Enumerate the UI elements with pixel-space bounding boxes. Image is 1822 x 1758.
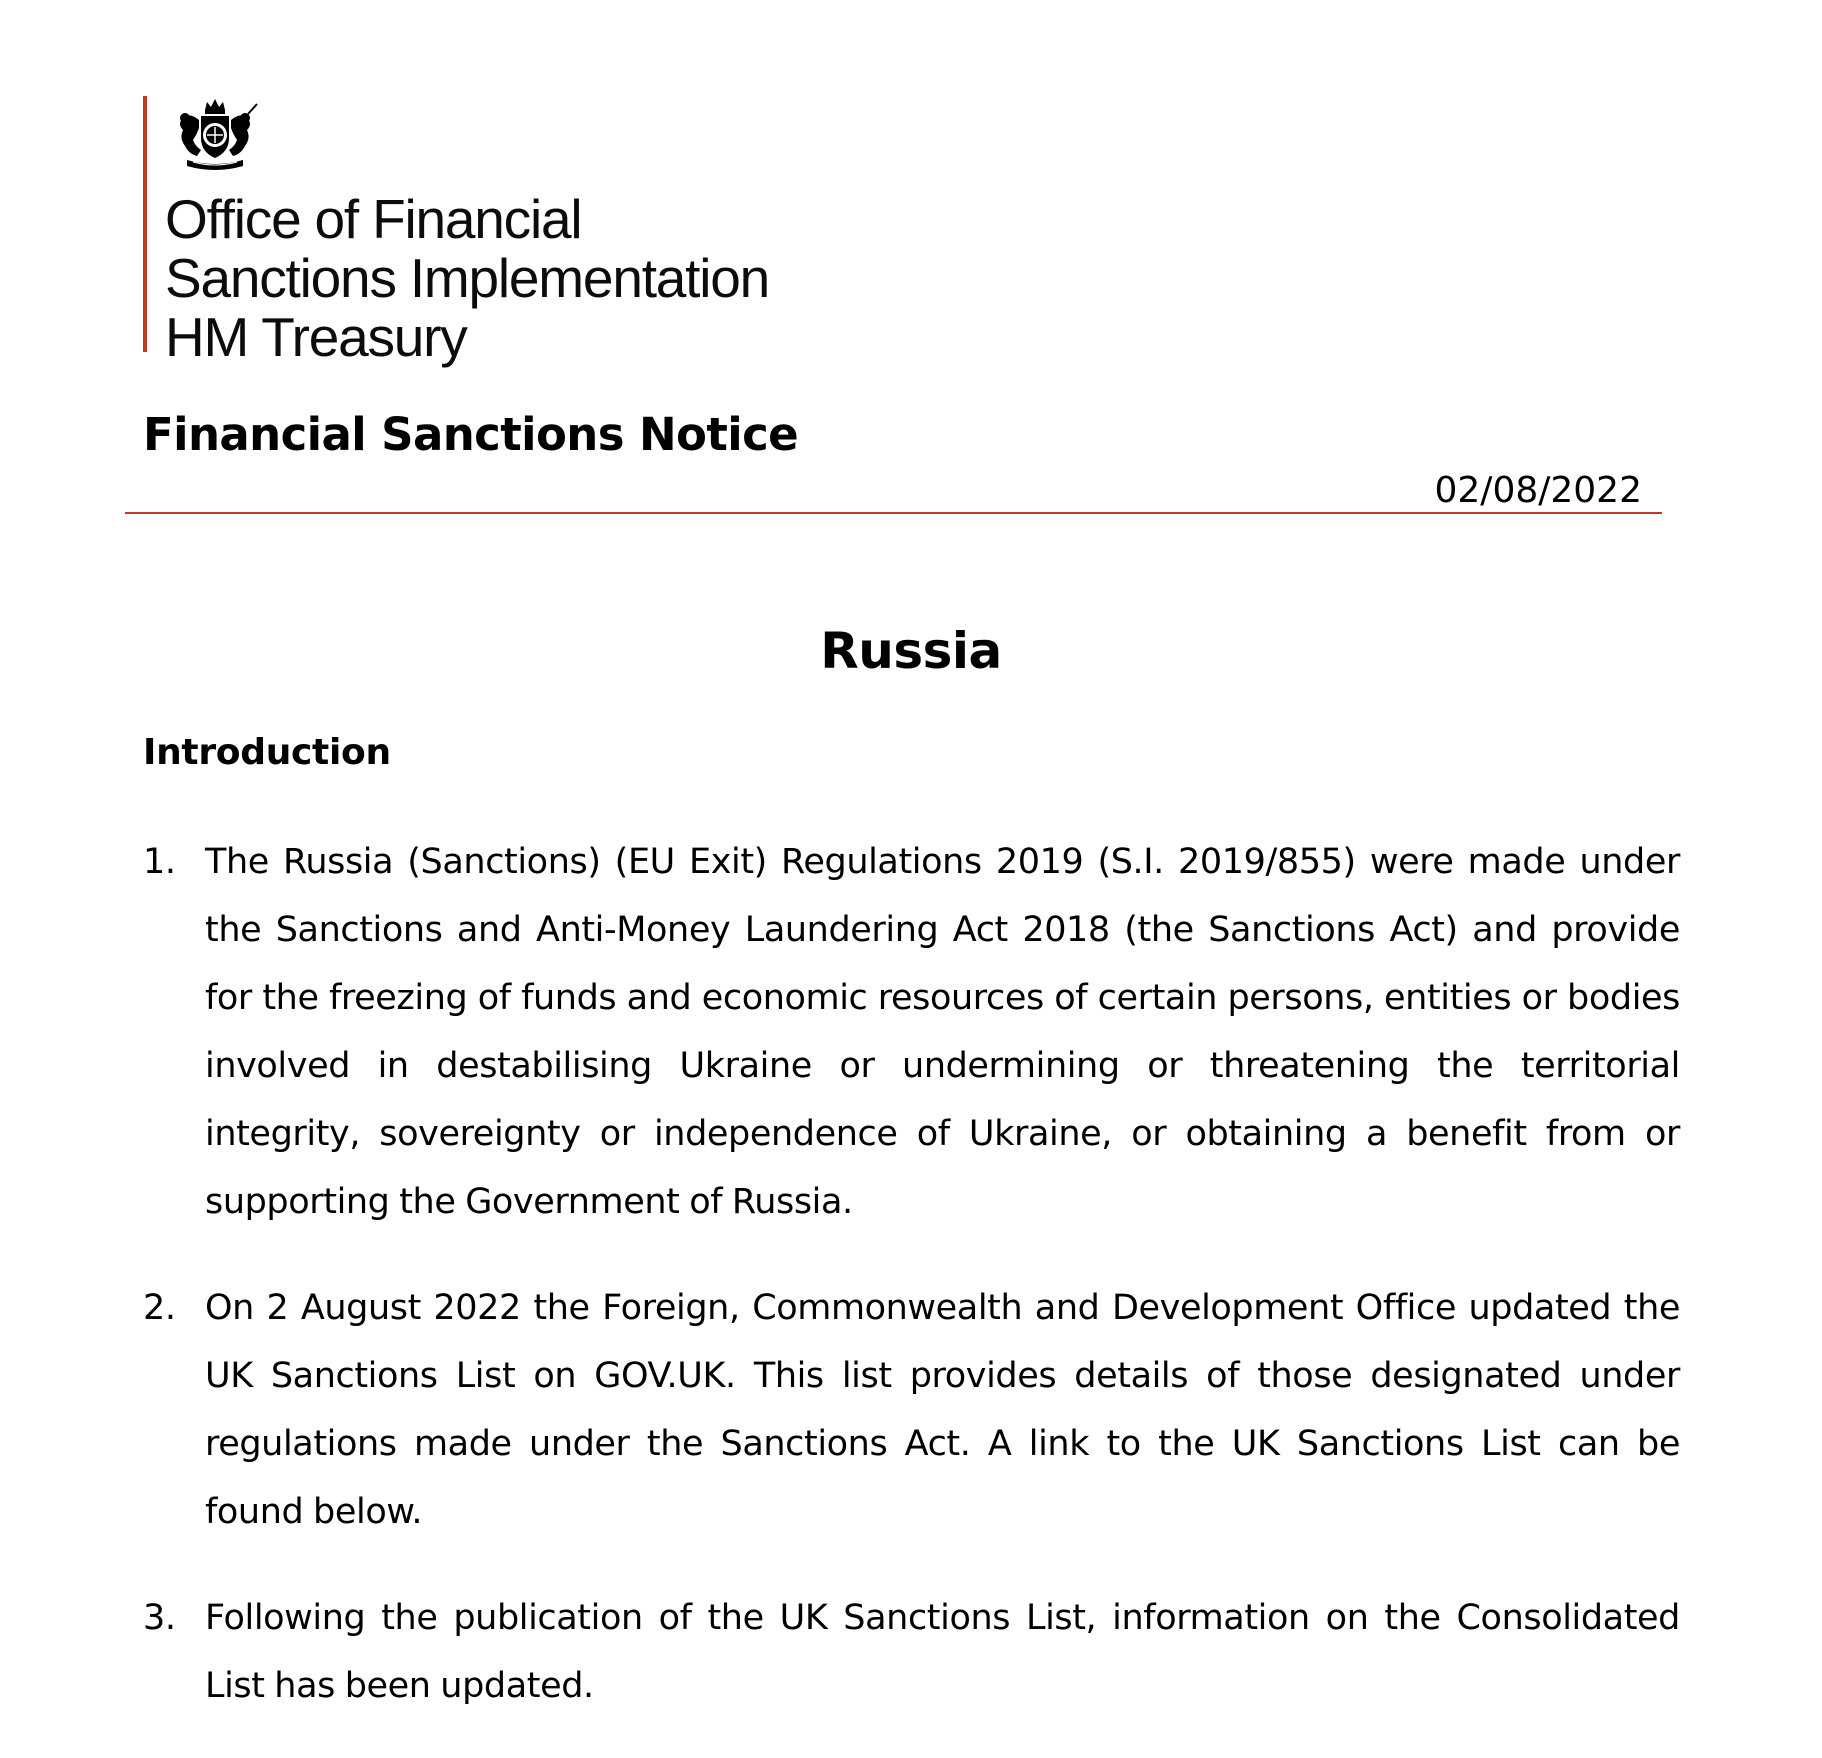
paragraph-number: 1. bbox=[143, 842, 176, 882]
ofsi-logo bbox=[143, 96, 863, 368]
organisation-name bbox=[165, 190, 769, 367]
section-heading: Introduction bbox=[143, 732, 391, 773]
paragraph-number: 3. bbox=[143, 1598, 176, 1638]
paragraph-text: Following the publication of the UK Sanctions List, information on the Consolidated List has been updated. bbox=[205, 1598, 1680, 1706]
royal-coat-of-arms-icon bbox=[165, 96, 265, 172]
header-divider bbox=[125, 512, 1662, 514]
org-name-line-1: Office of Financial bbox=[165, 188, 582, 250]
paragraph-1 bbox=[143, 828, 1680, 1236]
numbered-paragraphs bbox=[143, 828, 1680, 1758]
paragraph-text: On 2 August 2022 the Foreign, Commonwealth and Development Office updated the UK Sanctions List on GOV.UK. This list provides details of those designated under regulations made under the Sanctions Act. A link to the UK Sanctions List can be found below. bbox=[205, 1288, 1680, 1532]
org-name-line-2: Sanctions Implementation bbox=[165, 247, 770, 309]
paragraph-2 bbox=[143, 1274, 1680, 1546]
org-name-line-3: HM Treasury bbox=[165, 306, 467, 368]
notice-date: 02/08/2022 bbox=[1434, 470, 1642, 511]
paragraph-text: The Russia (Sanctions) (EU Exit) Regulations 2019 (S.I. 2019/855) were made under the Sanctions and Anti-Money Laundering Act 2018 (the Sanctions Act) and provide for the freezing of funds and economic resources of certain persons, entities or bodies involved in destabilising Ukraine or undermining or threatening the territorial integrity, sovereignty or independence of Ukraine, or obtaining a benefit from or supporting the Government of Russia. bbox=[205, 842, 1680, 1222]
document-title: Russia bbox=[820, 622, 1002, 680]
paragraph-number: 2. bbox=[143, 1288, 176, 1328]
notice-title: Financial Sanctions Notice bbox=[143, 408, 799, 461]
paragraph-3 bbox=[143, 1584, 1680, 1720]
logo-accent-rule bbox=[143, 96, 147, 352]
